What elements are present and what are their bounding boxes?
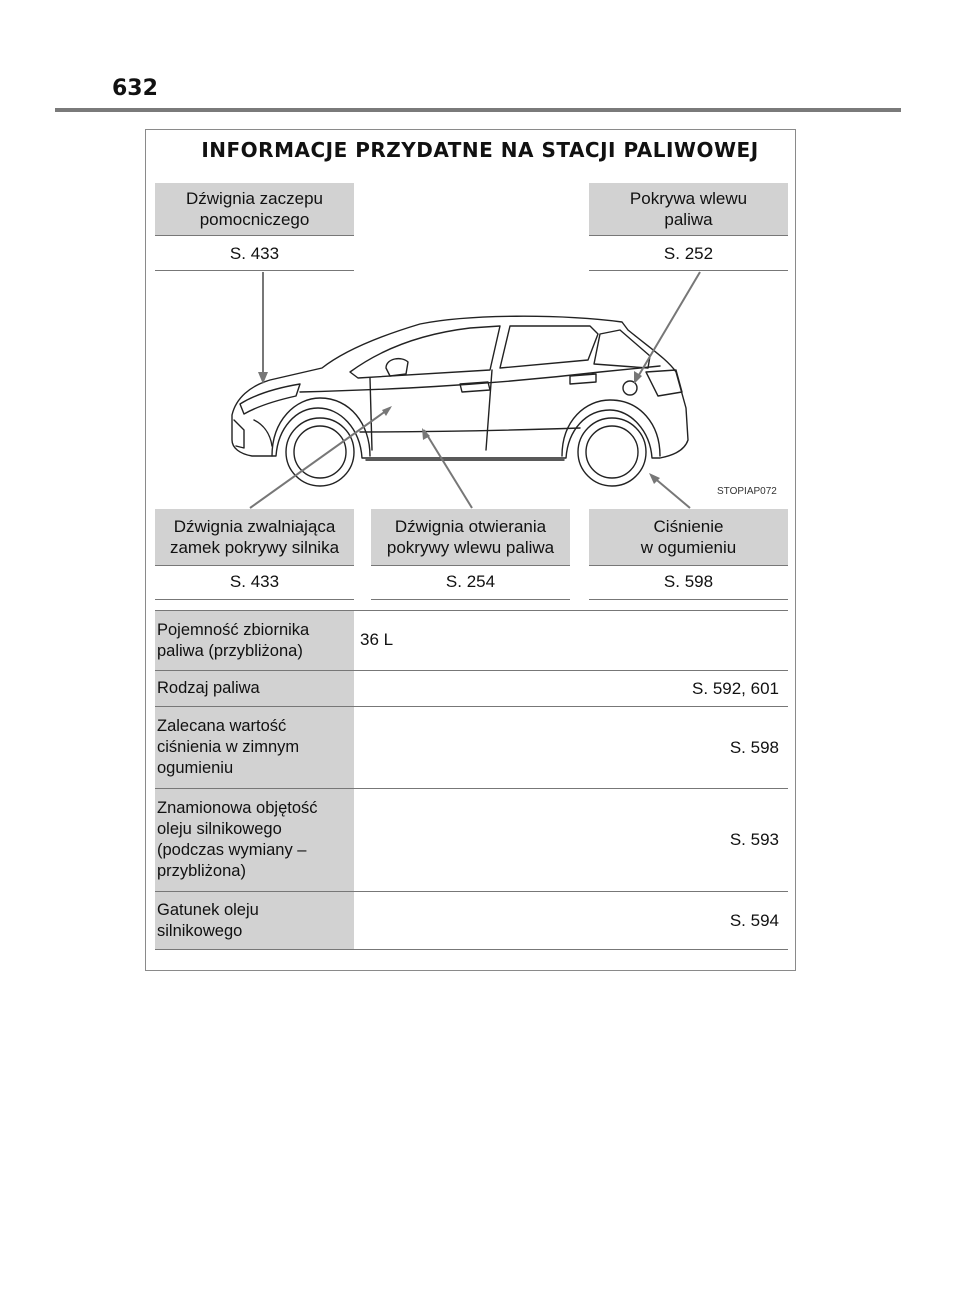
row-label-line: (podczas wymiany – xyxy=(157,841,307,859)
callout-fuel-door xyxy=(589,183,788,236)
row-label xyxy=(155,611,354,670)
callout-label-line: w ogumieniu xyxy=(640,538,737,557)
callout-label-line: Ciśnienie xyxy=(653,517,724,536)
section-title: INFORMACJE PRZYDATNE NA STACJI PALIWOWEJ xyxy=(201,138,759,162)
callout-label-line: Pokrywa wlewu xyxy=(629,189,748,208)
row-value: 36 L xyxy=(360,629,394,649)
callout-label-line: zamek pokrywy silnika xyxy=(169,538,340,557)
row-label xyxy=(155,671,354,706)
row-value: S. 594 xyxy=(729,910,779,930)
callout-fuel-door-opener xyxy=(371,509,570,566)
table-row xyxy=(155,611,788,671)
table-row xyxy=(155,892,788,950)
row-label-line: Gatunek oleju xyxy=(157,900,259,919)
row-label-line: silnikowego xyxy=(157,921,243,940)
callout-label-line: Dźwignia otwierania xyxy=(394,517,547,536)
table-row xyxy=(155,789,788,892)
row-label-line: Pojemność zbiornika xyxy=(157,620,310,639)
row-value: S. 592, 601 xyxy=(692,678,779,698)
row-label-line: paliwa (przybliżona) xyxy=(157,641,303,660)
row-label-line: ciśnienia w zimnym xyxy=(157,738,300,756)
callout-ref-tire-pressure: S. 598 xyxy=(589,572,788,600)
callout-ref-fuel-door-opener: S. 254 xyxy=(371,572,570,600)
callout-tire-pressure xyxy=(589,509,788,566)
callout-ref-tow-hook: S. 433 xyxy=(155,244,354,271)
callout-ref-fuel-door: S. 252 xyxy=(589,244,788,271)
callout-label-line: pomocniczego xyxy=(199,210,310,229)
callout-ref-hood-release: S. 433 xyxy=(155,572,354,600)
table-row xyxy=(155,671,788,707)
row-label xyxy=(155,892,354,949)
diagram-code: STOPIAP072 xyxy=(717,486,777,497)
table-row xyxy=(155,707,788,789)
callout-label-line: Dźwignia zwalniająca xyxy=(173,517,336,536)
header-rule xyxy=(55,108,901,112)
row-label xyxy=(155,707,354,788)
row-label-line: Zalecana wartość xyxy=(157,717,287,735)
row-label-line: oleju silnikowego xyxy=(157,820,282,838)
row-label-line: przybliżona) xyxy=(157,862,246,880)
callout-label-line: paliwa xyxy=(664,210,713,229)
row-value: S. 593 xyxy=(729,830,779,849)
page-number: 632 xyxy=(112,76,158,101)
row-label-line: Rodzaj paliwa xyxy=(157,679,260,697)
fuel-info-table xyxy=(155,610,788,950)
callout-label-line: pokrywy wlewu paliwa xyxy=(386,538,555,557)
row-label xyxy=(155,789,354,891)
callout-label-line: Dźwignia zaczepu xyxy=(185,189,323,208)
row-value: S. 598 xyxy=(729,737,779,757)
callout-hood-release xyxy=(155,509,354,566)
row-label-line: Znamionowa objętość xyxy=(157,799,318,817)
row-label-line: ogumieniu xyxy=(157,759,234,777)
callout-tow-hook xyxy=(155,183,354,236)
